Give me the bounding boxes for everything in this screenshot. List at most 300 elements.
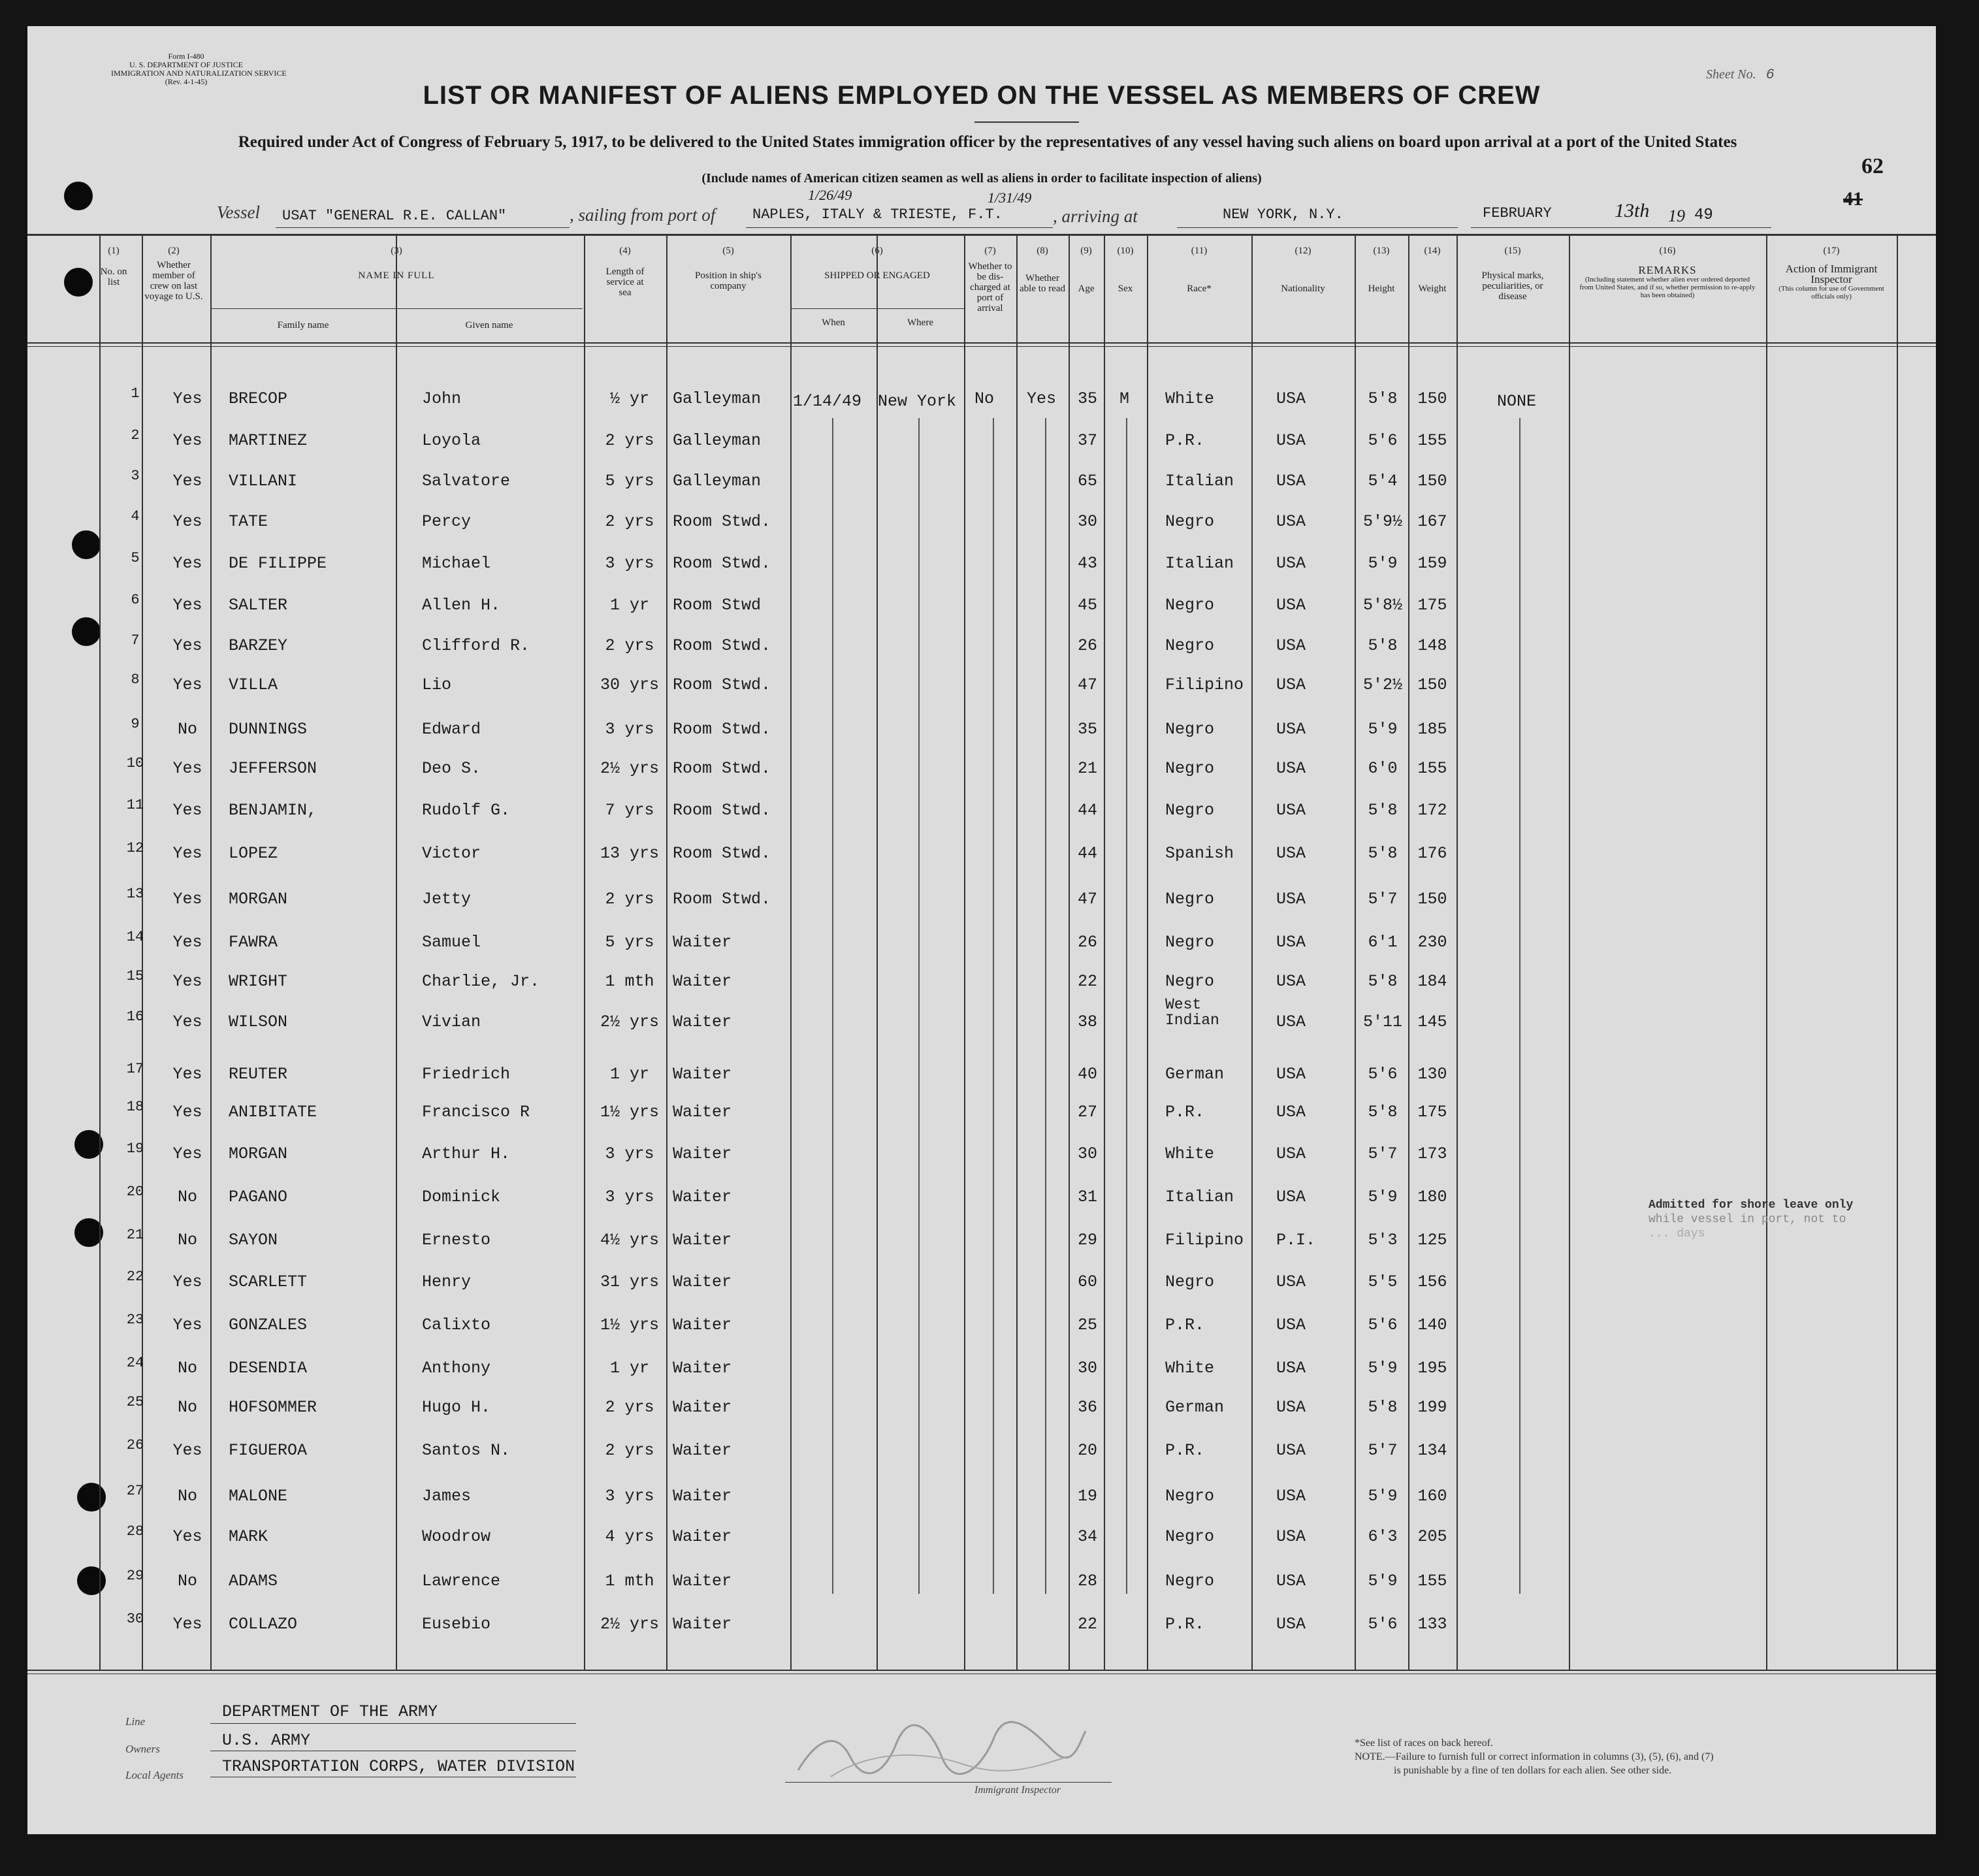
cell-nat: USA (1276, 636, 1306, 655)
cell-race: West Indian (1165, 996, 1219, 1029)
column-rule (396, 235, 397, 1671)
form-revision: (Rev. 4-1-45) (165, 77, 208, 86)
cell-no: 30 (126, 1611, 144, 1627)
cell-given: Jetty (422, 890, 472, 909)
col11-header: (11) Race* (1187, 246, 1212, 294)
cell-family: SAYON (229, 1231, 278, 1250)
manifest-sheet (27, 26, 1936, 1834)
cell-service: 4 yrs (605, 1527, 654, 1546)
cell-last: No (177, 1487, 197, 1506)
cell-age: 19 (1077, 1487, 1097, 1506)
arriving-label: , arriving at (1053, 206, 1138, 226)
cell-given: Loyola (422, 431, 481, 450)
cell-given: Deo S. (422, 759, 481, 778)
cell-position: Room Stwd. (673, 675, 771, 694)
cell-weight: 175 (1417, 596, 1447, 615)
cell-race: Negro (1165, 801, 1215, 820)
cell-nat: USA (1276, 1103, 1306, 1122)
cell-no: 12 (126, 840, 144, 856)
cell-weight: 167 (1417, 512, 1447, 531)
inspector-label: Immigrant Inspector (974, 1785, 1061, 1796)
cell-last: Yes (172, 675, 202, 694)
cell-no: 2 (131, 427, 140, 444)
cell-given: Allen H. (422, 596, 501, 615)
cell-age: 27 (1077, 1103, 1097, 1122)
cell-no: 6 (131, 592, 140, 608)
cell-given: Salvatore (422, 472, 511, 491)
cell-last: Yes (172, 844, 202, 863)
cell-weight: 185 (1417, 720, 1447, 739)
cell-age: 35 (1077, 389, 1097, 408)
cell-nat: USA (1276, 1065, 1306, 1084)
cell-given: Woodrow (422, 1527, 491, 1546)
cell-service: ½ yr (609, 389, 649, 408)
cell-no: 29 (126, 1568, 144, 1584)
form-number: Form I-480 (168, 52, 204, 61)
cell-position: Waiter (673, 1188, 732, 1206)
departure-date-trieste: 1/31/49 (988, 189, 1032, 206)
cell-height: 5'9 (1368, 1572, 1398, 1591)
cell-last: Yes (172, 554, 202, 573)
cell-family: MARK (229, 1527, 268, 1546)
column-rule (1016, 235, 1018, 1671)
cell-service: 3 yrs (605, 1144, 654, 1163)
cell-family: DUNNINGS (229, 720, 308, 739)
cell-race: Filipino (1165, 1231, 1244, 1250)
cell-position: Waiter (673, 1441, 732, 1460)
cell-no: 17 (126, 1061, 144, 1077)
cell-height: 5'8 (1368, 972, 1398, 991)
cell-family: DESENDIA (229, 1359, 308, 1378)
cell-race: Negro (1165, 759, 1215, 778)
column-rule (1456, 235, 1458, 1671)
column-rule (1408, 235, 1409, 1671)
cell-height: 5'9 (1368, 554, 1398, 573)
cell-service: 7 yrs (605, 801, 654, 820)
punch-hole (72, 617, 101, 646)
cell-position: Waiter (673, 1144, 732, 1163)
cell-service: 1½ yrs (600, 1103, 659, 1122)
cell-height: 6'1 (1368, 933, 1398, 952)
cell-height: 5'8 (1368, 844, 1398, 863)
cell-last: Yes (172, 472, 202, 491)
cell-weight: 184 (1417, 972, 1447, 991)
cell-weight: 159 (1417, 554, 1447, 573)
cell-age: 47 (1077, 890, 1097, 909)
cell-nat: USA (1276, 1012, 1306, 1031)
cell-race: Negro (1165, 1572, 1215, 1591)
cell-service: 1 yr (609, 1065, 649, 1084)
cell-position: Waiter (673, 1572, 732, 1591)
cell-height: 5'8 (1368, 389, 1398, 408)
column-rule (1766, 235, 1767, 1671)
cell-no: 27 (126, 1483, 144, 1499)
cell-race: Negro (1165, 1487, 1215, 1506)
cell-given: Charlie, Jr. (422, 972, 540, 991)
cell-last: Yes (172, 431, 202, 450)
cell-family: MALONE (229, 1487, 288, 1506)
cell-nat: P.I. (1276, 1231, 1316, 1250)
cell-last: Yes (172, 1316, 202, 1334)
footer-line-label: Line (125, 1715, 146, 1728)
cell-last: No (177, 1231, 197, 1250)
cell-position: Waiter (673, 1615, 732, 1634)
cell-race: Negro (1165, 720, 1215, 739)
cell-given: John (422, 389, 462, 408)
cell-no: 7 (131, 632, 140, 649)
cell-race: P.R. (1165, 1441, 1205, 1460)
remark-stamp: Admitted for shore leave only while vessel in port, not to ... days (1649, 1199, 1854, 1240)
cell-last: Yes (172, 1615, 202, 1634)
cell-family: TATE (229, 512, 268, 531)
cell-no: 26 (126, 1437, 144, 1453)
shipped-when: 1/14/49 (793, 392, 862, 411)
cell-height: 5'6 (1368, 1065, 1398, 1084)
cell-nat: USA (1276, 1272, 1306, 1291)
cell-position: Room Stwd. (673, 720, 771, 739)
cell-nat: USA (1276, 431, 1306, 450)
cell-service: 1 yr (609, 596, 649, 615)
cell-given: Friedrich (422, 1065, 511, 1084)
cell-age: 44 (1077, 844, 1097, 863)
cell-height: 5'8 (1368, 1398, 1398, 1417)
cell-height: 5'2½ (1362, 675, 1402, 694)
cell-race: German (1165, 1398, 1225, 1417)
cell-age: 31 (1077, 1188, 1097, 1206)
cell-weight: 155 (1417, 431, 1447, 450)
cell-family: MORGAN (229, 1144, 288, 1163)
cell-age: 28 (1077, 1572, 1097, 1591)
cell-family: HOFSOMMER (229, 1398, 317, 1417)
cell-age: 26 (1077, 636, 1097, 655)
cell-last: Yes (172, 801, 202, 820)
cell-given: Michael (422, 554, 491, 573)
col6-where-header: Where (907, 317, 933, 328)
cell-position: Room Stwd. (673, 554, 771, 573)
cell-age: 44 (1077, 801, 1097, 820)
cell-family: BARZEY (229, 636, 288, 655)
cell-weight: 180 (1417, 1188, 1447, 1206)
page-title: LIST OR MANIFEST OF ALIENS EMPLOYED ON THE VESSEL AS MEMBERS OF CREW (423, 81, 1541, 110)
arrival-port: NEW YORK, N.Y. (1223, 206, 1343, 223)
cell-age: 22 (1077, 972, 1097, 991)
col5-header: (5) Position in ship's company (695, 246, 762, 291)
col3-given-header: Given name (465, 320, 513, 331)
column-rule (1104, 235, 1105, 1671)
cell-race: Spanish (1165, 844, 1234, 863)
cell-weight: 148 (1417, 636, 1447, 655)
cell-age: 47 (1077, 675, 1097, 694)
cell-given: Percy (422, 512, 472, 531)
arrival-day: 13th (1615, 200, 1650, 221)
cell-family: GONZALES (229, 1316, 308, 1334)
col6-when-header: When (822, 317, 845, 328)
cell-position: Waiter (673, 1103, 732, 1122)
sheet-number-label: Sheet No. 6 (1706, 67, 1775, 83)
cell-weight: 155 (1417, 1572, 1447, 1591)
cell-nat: USA (1276, 1316, 1306, 1334)
cell-weight: 176 (1417, 844, 1447, 863)
col13-header: (13) Height (1368, 246, 1395, 294)
cell-family: VILLA (229, 675, 278, 694)
cell-position: Room Stwd. (673, 801, 771, 820)
cell-age: 34 (1077, 1527, 1097, 1546)
cell-given: Lio (422, 675, 452, 694)
cell-race: Filipino (1165, 675, 1244, 694)
footer-line-value: DEPARTMENT OF THE ARMY (222, 1702, 438, 1721)
cell-given: James (422, 1487, 472, 1506)
col2-header: (2) Whether member of crew on last voyage to U.S. (144, 246, 203, 302)
cell-service: 1 mth (605, 1572, 654, 1591)
cell-nat: USA (1276, 844, 1306, 863)
cell-age: 25 (1077, 1316, 1097, 1334)
cell-no: 1 (131, 385, 140, 402)
cell-no: 28 (126, 1523, 144, 1540)
cell-height: 5'9 (1368, 1188, 1398, 1206)
cell-age: 45 (1077, 596, 1097, 615)
punch-hole (77, 1566, 106, 1595)
cell-nat: USA (1276, 472, 1306, 491)
cell-position: Room Stwd. (673, 759, 771, 778)
cell-service: 2½ yrs (600, 1012, 659, 1031)
cell-last: Yes (172, 1065, 202, 1084)
cell-weight: 125 (1417, 1231, 1447, 1250)
cell-given: Arthur H. (422, 1144, 511, 1163)
col16-header: (16) REMARKS (Including statement whether alien ever ordered deported from United States, and if so, whether permission to re-apply has been obtained) (1579, 246, 1756, 299)
cell-height: 5'7 (1368, 1441, 1398, 1460)
cell-no: 3 (131, 468, 140, 484)
cell-given: Vivian (422, 1012, 481, 1031)
cell-age: 30 (1077, 1359, 1097, 1378)
cell-family: ANIBITATE (229, 1103, 317, 1122)
cell-no: 21 (126, 1227, 144, 1243)
cell-family: MARTINEZ (229, 431, 308, 450)
cell-age: 40 (1077, 1065, 1097, 1084)
cell-position: Room Stwd. (673, 636, 771, 655)
cell-nat: USA (1276, 512, 1306, 531)
cell-height: 5'7 (1368, 890, 1398, 909)
cell-no: 14 (126, 929, 144, 945)
cell-position: Waiter (673, 1272, 732, 1291)
footer-agents-label: Local Agents (125, 1769, 184, 1781)
cell-family: MORGAN (229, 890, 288, 909)
cell-position: Waiter (673, 1012, 732, 1031)
cell-position: Waiter (673, 933, 732, 952)
cell-nat: USA (1276, 1487, 1306, 1506)
cell-no: 18 (126, 1099, 144, 1115)
col7-header: (7) Whether to be dis-charged at port of arrival (968, 246, 1012, 314)
cell-age: 36 (1077, 1398, 1097, 1417)
cell-service: 4½ yrs (600, 1231, 659, 1250)
cell-nat: USA (1276, 1188, 1306, 1206)
cell-last: No (177, 1398, 197, 1417)
sailing-label: , sailing from port of (570, 205, 716, 225)
cell-position: Galleyman (673, 431, 762, 450)
cell-race: Italian (1165, 472, 1234, 491)
cell-given: Clifford R. (422, 636, 530, 655)
cell-nat: USA (1276, 759, 1306, 778)
col17-header: (17) Action of Immigrant Inspector (This column for use of Government officials only) (1778, 246, 1884, 300)
cell-no: 25 (126, 1394, 144, 1410)
cell-height: 5'9½ (1362, 512, 1402, 531)
cell-last: No (177, 1188, 197, 1206)
vessel-line: Vessel (217, 202, 260, 222)
arrival-year: 49 (1694, 206, 1713, 224)
cell-age: 38 (1077, 1012, 1097, 1031)
cell-service: 5 yrs (605, 933, 654, 952)
cell-height: 5'6 (1368, 431, 1398, 450)
page-subtitle: Required under Act of Congress of February 5, 1917, to be delivered to the United States immigration officer by the representatives of any vessel having such aliens on board upon arrival at a port of the United States (238, 133, 1737, 151)
cell-weight: 205 (1417, 1527, 1447, 1546)
cell-race: White (1165, 1144, 1215, 1163)
cell-height: 5'8½ (1362, 596, 1402, 615)
cell-position: Waiter (673, 1359, 732, 1378)
cell-position: Galleyman (673, 472, 762, 491)
cell-nat: USA (1276, 801, 1306, 820)
cell-service: 13 yrs (600, 844, 659, 863)
cell-family: BENJAMIN, (229, 801, 317, 820)
cell-last: Yes (172, 972, 202, 991)
footer-note: *See list of races on back hereof. NOTE.—Failure to furnish full or correct information in columns (3), (5), (6), and (7) is punishable by a fine of ten dollars for each alien. See other side. (1355, 1738, 1714, 1776)
cell-last: Yes (172, 1144, 202, 1163)
cell-weight: 160 (1417, 1487, 1447, 1506)
cell-service: 2 yrs (605, 1398, 654, 1417)
cell-height: 5'5 (1368, 1272, 1398, 1291)
cell-weight: 155 (1417, 759, 1447, 778)
cell-weight: 150 (1417, 389, 1447, 408)
cell-given: Rudolf G. (422, 801, 511, 820)
cell-nat: USA (1276, 1398, 1306, 1417)
cell-race: Italian (1165, 554, 1234, 573)
cell-nat: USA (1276, 720, 1306, 739)
cell-last: Yes (172, 389, 202, 408)
title-underline (974, 121, 1079, 123)
col3-header: (3) NAME IN FULL (358, 246, 435, 281)
cell-last: Yes (172, 1012, 202, 1031)
cell-height: 5'8 (1368, 1103, 1398, 1122)
cell-position: Waiter (673, 1487, 732, 1506)
cell-race: Negro (1165, 596, 1215, 615)
cell-last: No (177, 1359, 197, 1378)
cell-race: Negro (1165, 512, 1215, 531)
physical-marks: NONE (1497, 392, 1537, 411)
cell-position: Waiter (673, 1231, 732, 1250)
cell-position: Waiter (673, 1398, 732, 1417)
cell-height: 5'9 (1368, 1359, 1398, 1378)
cell-family: SALTER (229, 596, 288, 615)
vessel-name: USAT "GENERAL R.E. CALLAN" (282, 208, 507, 224)
cell-age: 30 (1077, 512, 1097, 531)
cell-weight: 134 (1417, 1441, 1447, 1460)
column-rule (1569, 235, 1570, 1671)
cell-race: P.R. (1165, 1615, 1205, 1634)
column-rule (1355, 235, 1356, 1671)
cell-race: P.R. (1165, 1103, 1205, 1122)
cell-last: Yes (172, 596, 202, 615)
cell-nat: USA (1276, 1441, 1306, 1460)
cell-position: Room Stwd. (673, 844, 771, 863)
cell-family: LOPEZ (229, 844, 278, 863)
cell-height: 5'3 (1368, 1231, 1398, 1250)
cell-race: German (1165, 1065, 1225, 1084)
cell-family: SCARLETT (229, 1272, 308, 1291)
departure-date-naples: 1/26/49 (808, 187, 852, 203)
cell-service: 30 yrs (600, 675, 659, 694)
cell-race: White (1165, 1359, 1215, 1378)
footer-owners-label: Owners (125, 1743, 160, 1755)
cell-no: 13 (126, 886, 144, 902)
cell-weight: 175 (1417, 1103, 1447, 1122)
discharged-at-port: No (974, 389, 995, 408)
cell-age: 35 (1077, 720, 1097, 739)
cell-last: No (177, 1572, 197, 1591)
cell-family: VILLANI (229, 472, 298, 491)
cell-service: 2 yrs (605, 431, 654, 450)
cell-service: 3 yrs (605, 1188, 654, 1206)
cell-position: Waiter (673, 1316, 732, 1334)
cell-nat: USA (1276, 933, 1306, 952)
cell-last: Yes (172, 759, 202, 778)
cell-weight: 150 (1417, 472, 1447, 491)
cell-no: 16 (126, 1009, 144, 1025)
cell-nat: USA (1276, 389, 1306, 408)
cell-age: 65 (1077, 472, 1097, 491)
cell-position: Waiter (673, 1527, 732, 1546)
cell-weight: 140 (1417, 1316, 1447, 1334)
page-number: 62 (1861, 154, 1884, 178)
able-to-read: Yes (1027, 389, 1057, 408)
cell-given: Ernesto (422, 1231, 491, 1250)
cell-no: 5 (131, 550, 140, 566)
cell-height: 5'8 (1368, 636, 1398, 655)
cell-given: Francisco R (422, 1103, 530, 1122)
cell-position: Room Stwd (673, 596, 762, 615)
cell-given: Samuel (422, 933, 481, 952)
cell-height: 5'7 (1368, 1144, 1398, 1163)
cell-height: 5'4 (1368, 472, 1398, 491)
cell-height: 6'0 (1368, 759, 1398, 778)
column-rule (964, 235, 965, 1671)
cell-nat: USA (1276, 596, 1306, 615)
cell-nat: USA (1276, 1615, 1306, 1634)
cell-position: Waiter (673, 972, 732, 991)
cell-family: FAWRA (229, 933, 278, 952)
cell-service: 2 yrs (605, 1441, 654, 1460)
cell-nat: USA (1276, 1359, 1306, 1378)
cell-no: 15 (126, 968, 144, 984)
cell-nat: USA (1276, 554, 1306, 573)
cell-age: 37 (1077, 431, 1097, 450)
cell-nat: USA (1276, 1527, 1306, 1546)
departure-port: NAPLES, ITALY & TRIESTE, F.T. (752, 206, 1003, 223)
cell-weight: 156 (1417, 1272, 1447, 1291)
form-department: U. S. DEPARTMENT OF JUSTICE (129, 60, 243, 69)
cell-race: Negro (1165, 1272, 1215, 1291)
col15-header: (15) Physical marks, peculiarities, or disease (1481, 246, 1544, 302)
cell-weight: 145 (1417, 1012, 1447, 1031)
cell-given: Henry (422, 1272, 472, 1291)
cell-service: 2 yrs (605, 890, 654, 909)
punch-hole (72, 530, 101, 559)
cell-last: Yes (172, 1272, 202, 1291)
col3-family-header: Family name (277, 320, 329, 331)
column-rule (142, 235, 143, 1671)
cell-given: Hugo H. (422, 1398, 491, 1417)
cell-height: 6'3 (1368, 1527, 1398, 1546)
cell-height: 5'9 (1368, 720, 1398, 739)
cell-given: Lawrence (422, 1572, 501, 1591)
cell-height: 5'6 (1368, 1615, 1398, 1634)
